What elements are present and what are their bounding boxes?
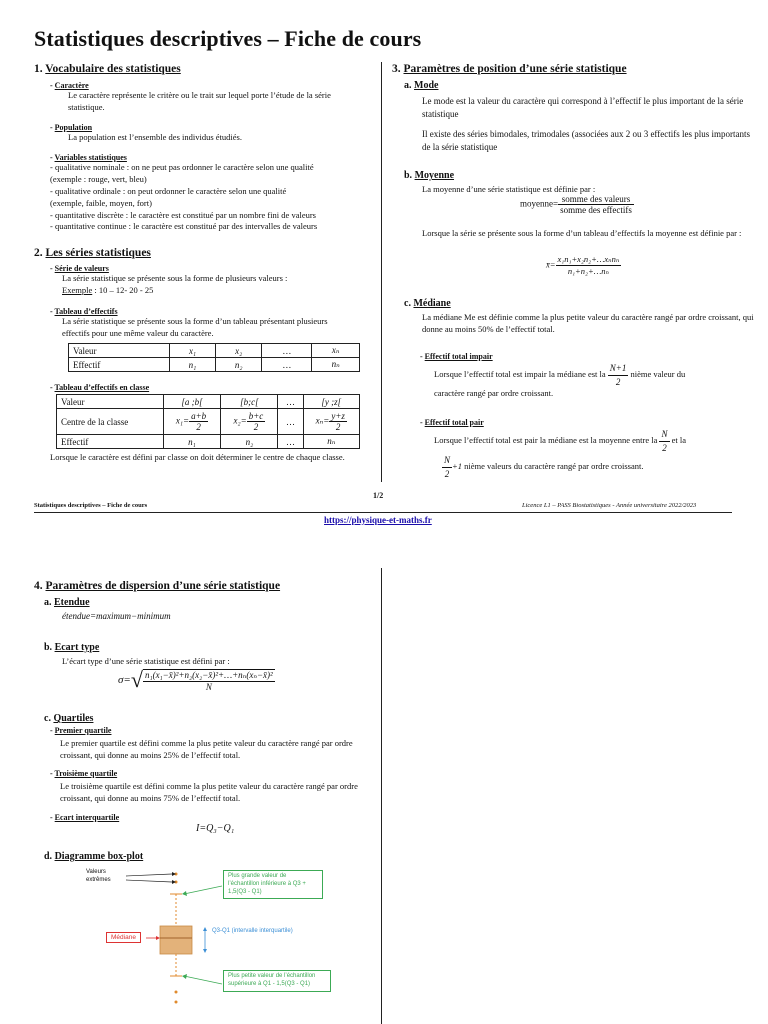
moyenne-text-2: Lorsque la série se présente sous la forme d’un tableau d’effectifs la moyenne est définie par :	[422, 228, 742, 238]
anno-iq: Q3-Q1 (intervalle interquartile)	[212, 928, 293, 934]
table-row: Centre de la classe x₁= $\frac{a+b}{2}$ x₂= $\frac{b+c}{2}$ … xₙ= $\frac{y+z}{2}$	[57, 409, 360, 435]
section-1-heading: 1. Vocabulaire des statistiques	[34, 63, 181, 75]
q3-label: - Troisième quartile	[50, 769, 118, 778]
boxplot-diagram	[80, 866, 350, 1016]
ecart-heading: b. Ecart type	[44, 642, 100, 653]
column-divider	[381, 62, 382, 482]
table-row: Effectif n₁ n₂ … nₙ	[69, 358, 360, 372]
caractere-def: - Caractère Le caractère représente le critère ou le trait sur lequel porte l’étude de la série statistique.	[50, 81, 331, 112]
classe-note: Lorsque le caractère est défini par classe on doit déterminer le centre de chaque classe.	[50, 452, 345, 462]
mediane-text: La médiane Me est définie comme la plus petite valeur du caractère rangé par ordre croissant, qui donne au moins 50% de l’effectif total.	[422, 312, 754, 334]
section-2-heading: 2. Les séries statistiques	[34, 247, 151, 259]
iq-formula: I=Q₃−Q₁	[196, 823, 235, 834]
section-3-heading: 3. Paramètres de position d’une série statistique	[392, 63, 627, 75]
variables-def: - Variables statistiques - qualitative nominale : on ne peut pas ordonner le caractère selon une qualité (exemple : rouge, vert, bleu) - qualitative ordinale : on peut ordonner le caractère selon une qualité (exemple, faible, moyen, fort) - quantitative discrète : le caractère est constitué par un nombre fini de valeurs - quantitative continue : le caractère est constitué par des intervalles de valeurs	[50, 153, 318, 232]
classe-table	[56, 394, 360, 449]
tableau-classe-label: - Tableau d’effectifs en classe	[50, 383, 150, 392]
sigma-formula: σ=√ $\frac{\text{n₁(x₁−x̄)²+n₂(x₂−x̄)²+…+nₙ(xₙ−x̄)²}}{N}$	[118, 667, 273, 692]
pair-text: Lorsque l’effectif total est pair la médiane est la moyenne entre la $\frac{N}{2}$ et la $\frac{N}{2}$ +1 nième valeurs du caractère rangé par ordre croissant.	[434, 429, 687, 479]
table-row: Effectif n₁ n₂ … nₙ	[57, 435, 360, 449]
anno-mediane: Médiane	[106, 932, 141, 943]
boxplot-heading: d. Diagramme box-plot	[44, 851, 144, 862]
ecart-text: L’écart type d’une série statistique est défini par :	[62, 656, 230, 666]
section-4-heading: 4. Paramètres de dispersion d’une série statistique	[34, 580, 281, 592]
tableau-effectifs: - Tableau d’effectifs La série statistique se présente sous la forme d’un tableau présentant plusieurs effectifs pour une même valeur du caractère.	[50, 307, 328, 338]
moyenne-formula: moyenne= $\frac{\text{somme des valeurs}}{\text{somme des effectifs}}$	[520, 194, 632, 215]
iq-box	[160, 926, 192, 954]
mode-text-2: Il existe des séries bimodales, trimodales (associées aux 2 ou 3 effectifs les plus importants de la série statistique	[422, 129, 751, 152]
column-divider-2	[381, 568, 382, 1024]
moyenne-text: La moyenne d’une série statistique est définie par :	[422, 184, 596, 194]
page-number: 1/2	[373, 491, 384, 500]
footer-rule	[34, 512, 732, 513]
anno-extremes: Valeurs extrêmes	[86, 869, 111, 883]
etendue-heading: a. Etendue	[44, 597, 90, 608]
mode-heading: a. Mode	[404, 80, 439, 91]
mediane-heading: c. Médiane	[404, 298, 451, 309]
footer-left: Statistiques descriptives – Fiche de cours	[34, 502, 148, 509]
table-row: Valeur [a ;b[ [b;c[ … [y ;z[	[57, 395, 360, 409]
impair-text: Lorsque l’effectif total est impair la médiane est la $\frac{N+1}{2}$ nième valeur du caractère rangé par ordre croissant.	[434, 363, 686, 399]
iq-label: - Ecart interquartile	[50, 813, 120, 822]
serie-valeurs: - Série de valeurs La série statistique se présente sous la forme de plusieurs valeurs : Exemple : 10 – 12- 20 - 25	[50, 264, 288, 295]
anno-min: Plus petite valeur de l’échantillon supérieure à Q1 - 1,5(Q3 - Q1)	[223, 970, 331, 992]
moyenne-heading: b. Moyenne	[404, 170, 455, 181]
xbar-formula: x̄= $\frac{\text{x₁n₁+x₂n₂+…xₙnₙ}}{\text{n₁+n₂+…nₙ}}$	[546, 254, 620, 276]
population-def: - Population La population est l’ensemble des individus étudiés.	[50, 123, 242, 142]
impair-label: - Effectif total impair	[420, 352, 493, 361]
page-title: Statistiques descriptives – Fiche de cours	[34, 26, 422, 51]
q1-label: - Premier quartile	[50, 726, 112, 735]
footer-right: Licence L1 – PASS Biostatistiques - Année universitaire 2022/2023	[522, 502, 697, 509]
anno-max: Plus grande valeur de l’échantillon inférieure à Q3 + 1,5(Q3 - Q1)	[223, 870, 323, 899]
quartiles-heading: c. Quartiles	[44, 713, 94, 724]
site-link[interactable]: https://physique-et-maths.fr	[324, 515, 432, 525]
q1-text: Le premier quartile est défini comme la plus petite valeur du caractère rangé par ordre croissant, qui donne au moins 25% de l’effectif total.	[60, 738, 353, 760]
table-row: Valeur x₁ x₂ … xₙ	[69, 344, 360, 358]
mode-text-1: Le mode est la valeur du caractère qui correspond à l’effectif le plus important de la série statistique	[422, 96, 744, 119]
pair-label: - Effectif total pair	[420, 418, 484, 427]
etendue-formula: étendue=maximum−minimum	[62, 611, 171, 621]
effectifs-table	[68, 343, 360, 372]
q3-text: Le troisième quartile est défini comme la plus petite valeur du caractère rangé par ordre croissant, qui donne au moins 75% de l’effectif total.	[60, 781, 358, 803]
